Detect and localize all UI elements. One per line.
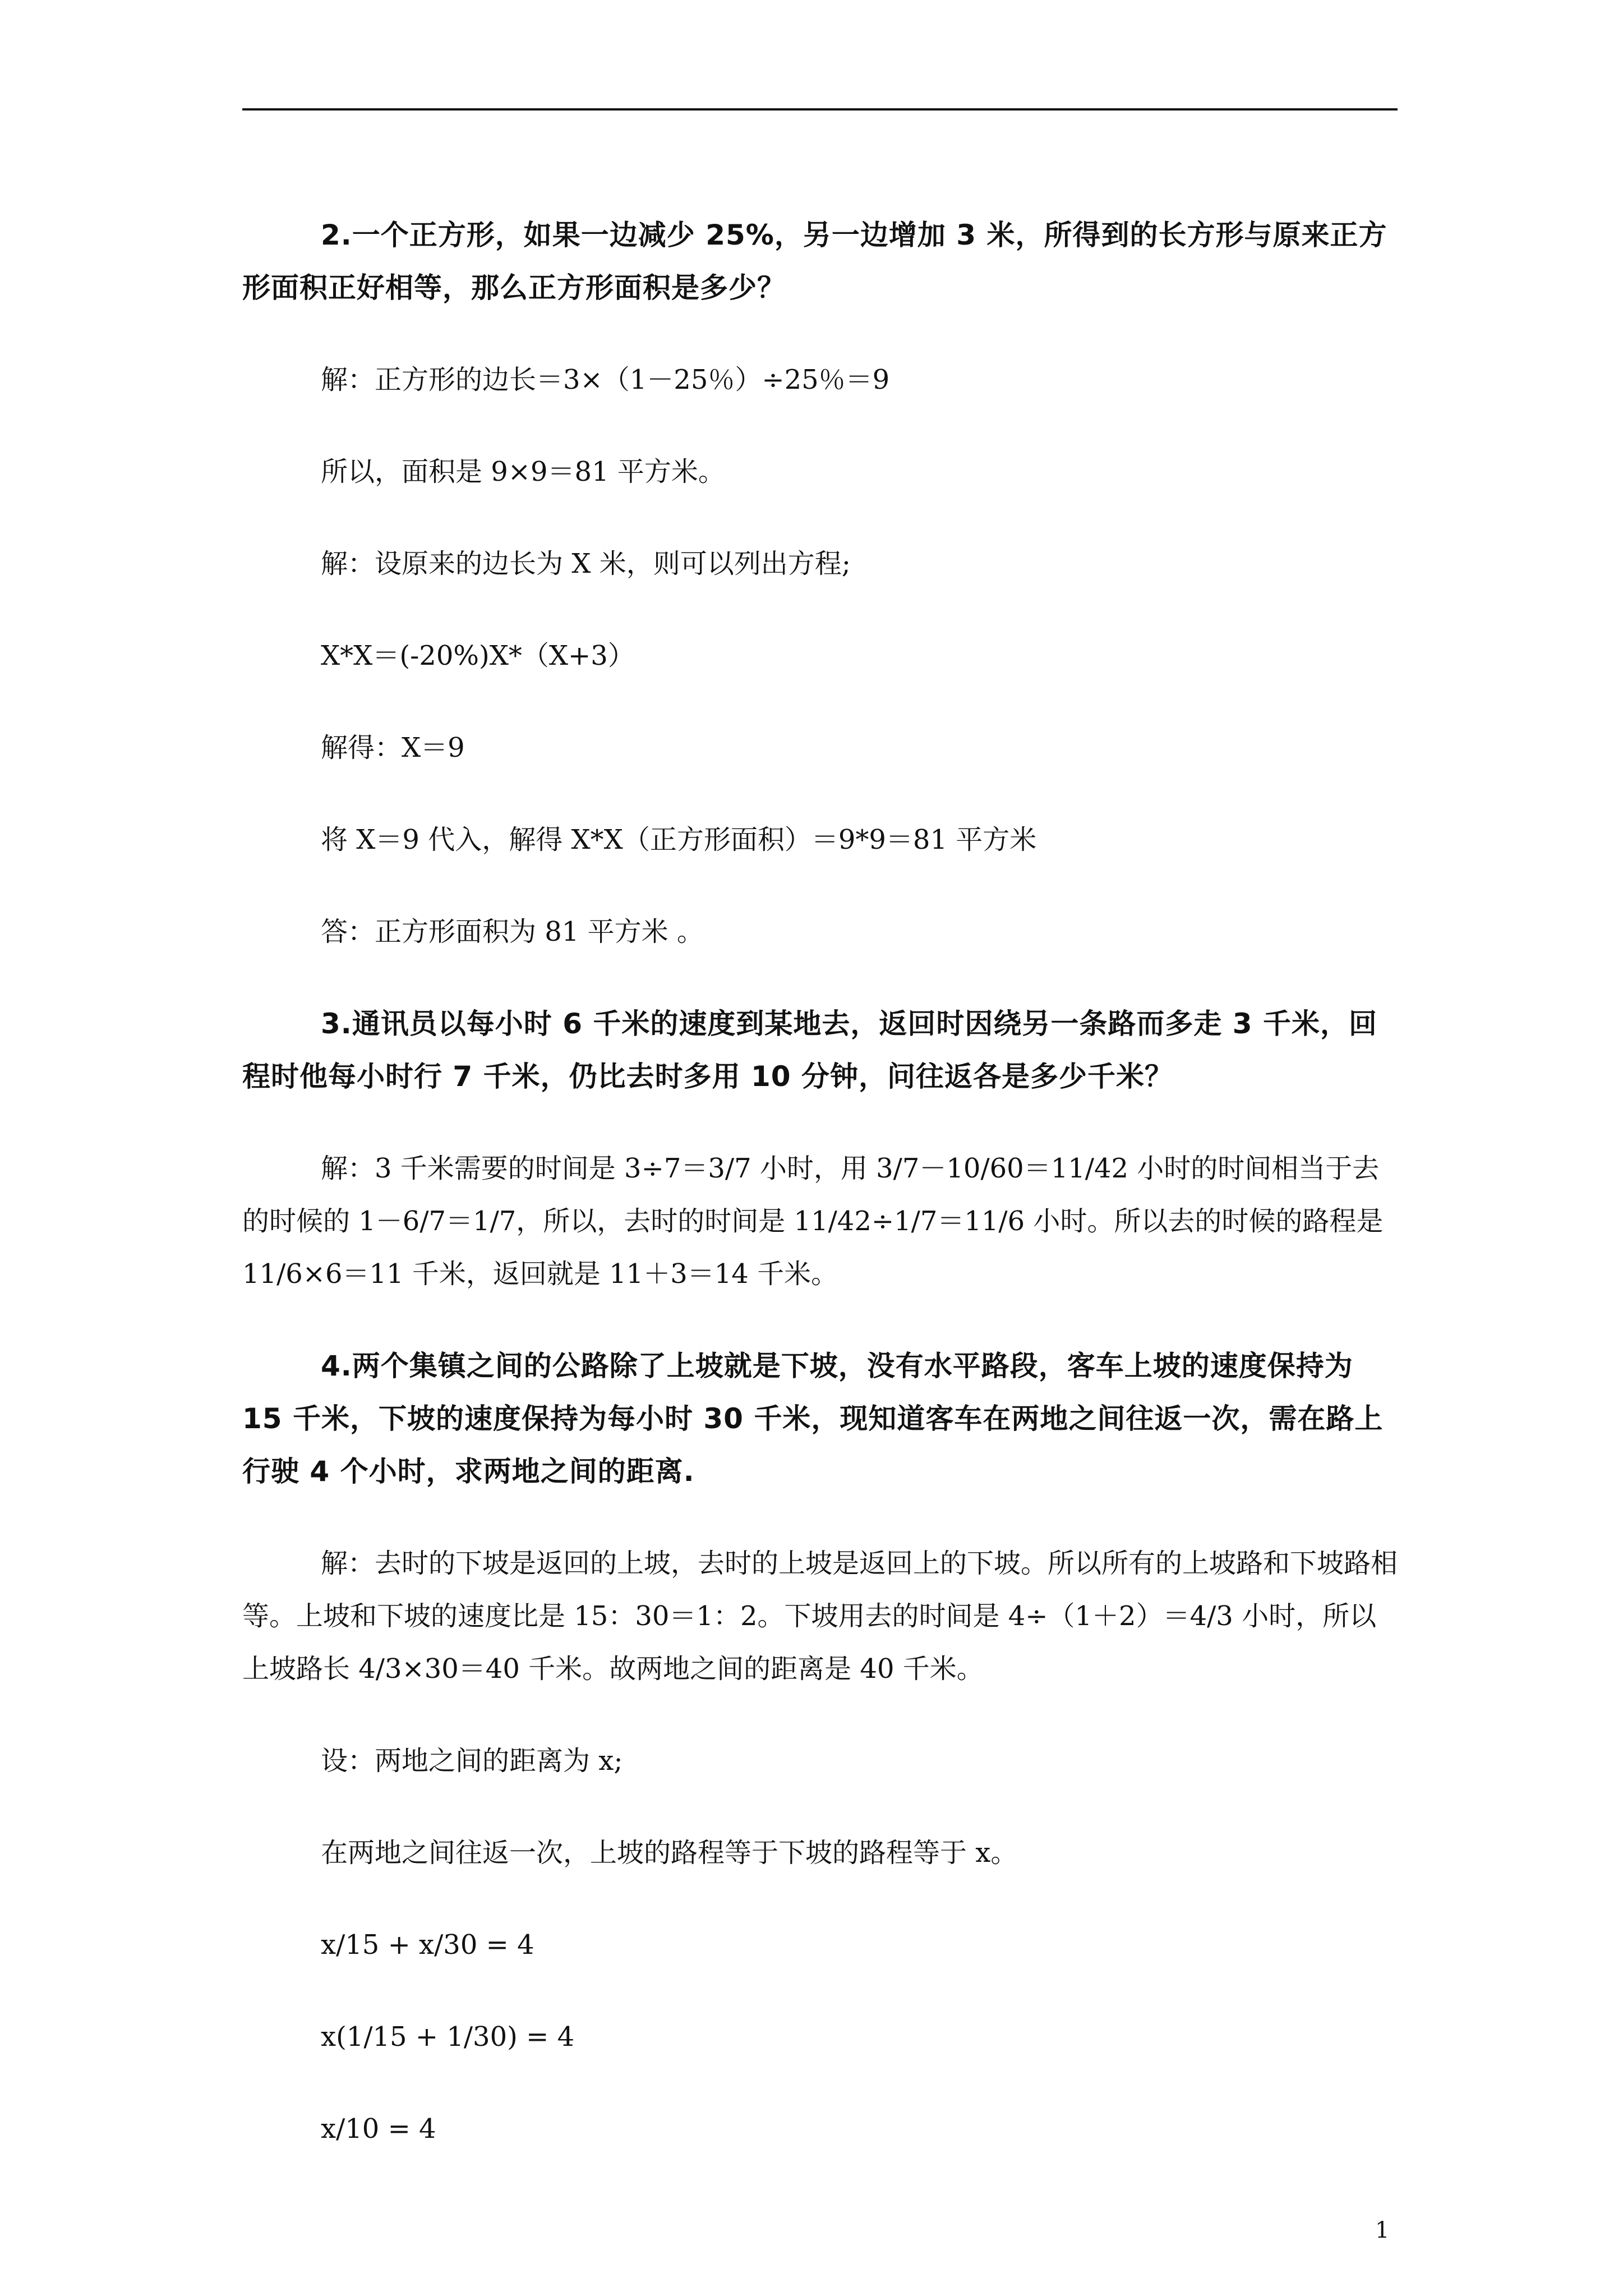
question-2: 2.一个正方形，如果一边减少 25%，另一边增加 3 米，所得到的长方形与原来正方形面积正好相等，那么正方形面积是多少？ [242, 219, 1387, 304]
answer-line: 答：正方形面积为 81 平方米 。 [321, 916, 704, 947]
solution-line: 在两地之间往返一次，上坡的路程等于下坡的路程等于 x。 [321, 1837, 1018, 1869]
solution-paragraph: 解：去时的下坡是返回的上坡，去时的上坡是返回上的下坡。所以所有的上坡路和下坡路相等。上坡和下坡的速度比是 15：30＝1：2。下坡用去的时间是 4÷（1＋2）＝4/3 小时，所以上坡路长 4/3×30＝40 千米。故两地之间的距离是 40 千米。 [242, 1548, 1398, 1685]
solution-paragraph: 解：3 千米需要的时间是 3÷7＝3/7 小时，用 3/7－10/60＝11/42 小时的时间相当于去的时候的 1－6/7＝1/7，所以，去时的时间是 11/42÷1/7＝11/6 小时。所以去的时候的路程是 11/6×6＝11 千米，返回就是 11＋3＝14 千米。 [242, 1153, 1384, 1290]
question-3: 3.通讯员以每小时 6 千米的速度到某地去，返回时因绕另一条路而多走 3 千米，回程时他每小时行 7 千米，仍比去时多用 10 分钟，问往返各是多少千米？ [242, 1007, 1377, 1093]
equation-line: x(1/15 + 1/30) = 4 [321, 2021, 575, 2053]
page-number: 1 [1375, 2217, 1390, 2243]
header-rule [242, 108, 1398, 111]
question-4: 4.两个集镇之间的公路除了上坡就是下坡，没有水平路段，客车上坡的速度保持为 15 千米，下坡的速度保持为每小时 30 千米，现知道客车在两地之间往返一次，需在路上行驶 4 个小时，求两地之间的距离. [242, 1350, 1384, 1488]
equation-line: x/10 = 4 [321, 2113, 436, 2145]
solution-line: 设：两地之间的距离为 x; [321, 1745, 623, 1777]
document-body [242, 209, 1398, 2155]
solution-line: 解：正方形的边长＝3×（1－25％）÷25％＝9 [321, 364, 890, 395]
solution-line: 解：设原来的边长为 X 米，则可以列出方程; [321, 548, 851, 579]
solution-line: 解得：X＝9 [321, 732, 465, 763]
equation-line: X*X＝(-20%)X*（X+3） [321, 640, 635, 671]
solution-line: 将 X＝9 代入，解得 X*X（正方形面积）＝9*9＝81 平方米 [321, 824, 1037, 855]
equation-line: x/15 + x/30 = 4 [321, 1929, 534, 1961]
solution-line: 所以，面积是 9×9＝81 平方米。 [321, 456, 725, 487]
